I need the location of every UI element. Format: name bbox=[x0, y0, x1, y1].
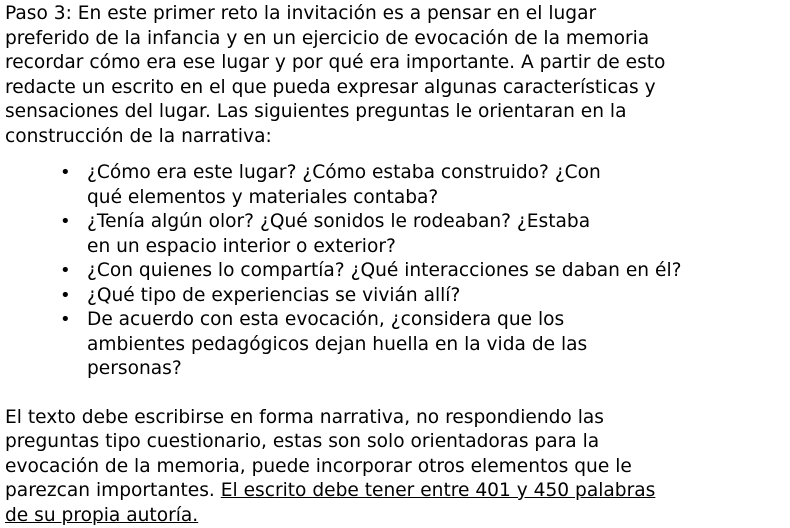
paragraph-spacer bbox=[5, 149, 790, 161]
question-line: ¿Tenía algún olor? ¿Qué sonidos le rodeaban? ¿Estaba bbox=[87, 211, 591, 232]
closing-line: El texto debe escribirse en forma narrativa, no respondiendo las bbox=[5, 406, 604, 428]
bullet-icon: • bbox=[60, 284, 71, 306]
intro-line: redacte un escrito en el que pueda expresar algunas características y bbox=[5, 76, 656, 98]
question-line: ¿Cómo era este lugar? ¿Cómo estaba construido? ¿Con bbox=[87, 162, 601, 183]
question-item bbox=[5, 308, 790, 382]
question-line: ambientes pedagógicos dejan huella en la vida de las bbox=[87, 333, 588, 355]
closing-paragraph bbox=[5, 406, 790, 528]
intro-line: recordar cómo era ese lugar y por qué era importante. A partir de esto bbox=[5, 52, 666, 73]
bullet-icon: • bbox=[60, 162, 71, 183]
word-count-requirement: El escrito debe tener entre 401 y 450 palabras bbox=[220, 480, 656, 501]
question-line: qué elementos y materiales contaba? bbox=[87, 186, 439, 208]
closing-line: evocación de la memoria, puede incorporar otros elementos que le bbox=[5, 455, 632, 477]
paragraph-spacer bbox=[5, 382, 790, 406]
closing-line bbox=[5, 504, 790, 528]
document-body bbox=[5, 2, 790, 528]
authorship-requirement: de su propia autoría. bbox=[5, 504, 199, 526]
question-line: ¿Qué tipo de experiencias se vivián allí? bbox=[87, 284, 461, 306]
intro-line: sensaciones del lugar. Las siguientes preguntas le orientaran en la bbox=[5, 101, 627, 122]
closing-line-with-requirement bbox=[5, 479, 790, 504]
question-item bbox=[5, 210, 790, 259]
question-list bbox=[5, 161, 790, 382]
closing-line: preguntas tipo cuestionario, estas son solo orientadoras para la bbox=[5, 431, 600, 452]
question-line: De acuerdo con esta evocación, ¿considera que los bbox=[87, 309, 565, 330]
intro-line: Paso 3: En este primer reto la invitación es a pensar en el lugar bbox=[5, 3, 597, 24]
question-line: ¿Con quienes lo compartía? ¿Qué interacciones se daban en él? bbox=[87, 260, 682, 281]
question-item bbox=[5, 259, 790, 284]
intro-line: construcción de la narrativa: bbox=[5, 125, 272, 147]
bullet-icon: • bbox=[60, 260, 71, 281]
intro-paragraph bbox=[5, 2, 790, 149]
question-item bbox=[5, 161, 790, 210]
bullet-icon: • bbox=[60, 211, 71, 232]
question-line: personas? bbox=[87, 358, 182, 379]
closing-text: parezcan importantes. bbox=[5, 480, 221, 501]
question-item bbox=[5, 284, 790, 309]
intro-line: preferido de la infancia y en un ejercicio de evocación de la memoria bbox=[5, 27, 650, 49]
bullet-icon: • bbox=[60, 309, 71, 330]
question-line: en un espacio interior o exterior? bbox=[87, 235, 396, 257]
